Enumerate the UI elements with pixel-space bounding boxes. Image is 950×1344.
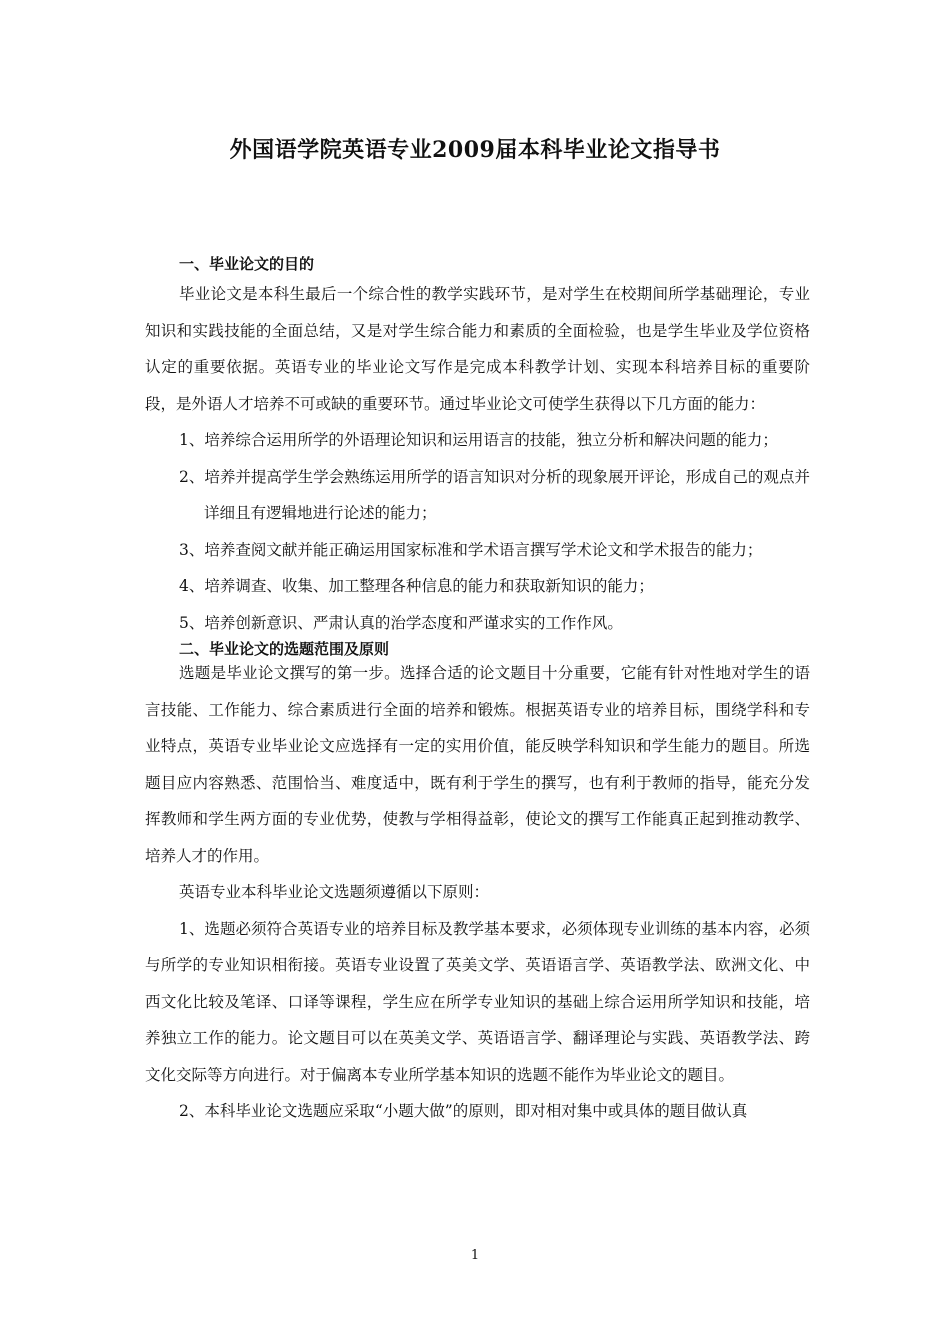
- paragraph: 2、本科毕业论文选题应采取“小题大做”的原则，即对相对集中或具体的题目做认真: [179, 1102, 748, 1120]
- paragraph: 1、选题必须符合英语专业的培养目标及教学基本要求，必须体现专业训练的基本内容，必须与所学的专业知识相衔接。英语专业设置了英美文学、英语语言学、英语教学法、欧洲文化、中西文化比较及笔译、口译等课程，学生应在所学专业知识的基础上综合运用所学知识和技能，培养独立工作的能力。论文题目可以在英美文学、英语语言学、翻译理论与实践、英语教学法、跨文化交际等方向进行。对于偏离本专业所学基本知识的选题不能作为毕业论文的题目。: [145, 919, 810, 1084]
- list-item: 3、培养查阅文献并能正确运用国家标准和学术语言撰写学术论文和学术报告的能力；: [179, 540, 763, 559]
- document-body: [145, 252, 810, 1130]
- paragraph: 毕业论文是本科生最后一个综合性的教学实践环节，是对学生在校期间所学基础理论，专业知识和实践技能的全面总结，又是对学生综合能力和素质的全面检验，也是学生毕业及学位资格认定的重要依据。英语专业的毕业论文写作是完成本科教学计划、实现本科培养目标的重要阶段，是外语人才培养不可或缺的重要环节。通过毕业论文可使学生获得以下几方面的能力：: [145, 285, 810, 413]
- paragraph: 选题是毕业论文撰写的第一步。选择合适的论文题目十分重要，它能有针对性地对学生的语言技能、工作能力、综合素质进行全面的培养和锻炼。根据英语专业的培养目标，围绕学科和专业特点，英语专业毕业论文应选择有一定的实用价值，能反映学科知识和学生能力的题目。所选题目应内容熟悉、范围恰当、难度适中，既有利于学生的撰写，也有利于教师的指导，能充分发挥教师和学生两方面的专业优势，使教与学相得益彰，使论文的撰写工作能真正起到推动教学、培养人才的作用。: [145, 664, 810, 865]
- list-item: 2、培养并提高学生学会熟练运用所学的语言知识对分析的现象展开评论，形成自己的观点并详细且有逻辑地进行论述的能力；: [179, 467, 810, 522]
- section-heading-topic-selection: 二、毕业论文的选题范围及原则: [179, 640, 390, 658]
- paragraph: 英语专业本科毕业论文选题须遵循以下原则：: [179, 883, 490, 901]
- page-number: 1: [470, 1248, 480, 1263]
- section-heading-purpose: 一、毕业论文的目的: [179, 255, 315, 273]
- document-title: 外国语学院英语专业2009届本科毕业论文指导书: [229, 137, 721, 163]
- list-item: 4、培养调查、收集、加工整理各种信息的能力和获取新知识的能力；: [179, 577, 654, 595]
- list-item: 1、培养综合运用所学的外语理论知识和运用语言的技能，独立分析和解决问题的能力；: [179, 431, 778, 449]
- list-item: 5、培养创新意识、严肃认真的治学态度和严谨求实的工作作风。: [179, 613, 623, 632]
